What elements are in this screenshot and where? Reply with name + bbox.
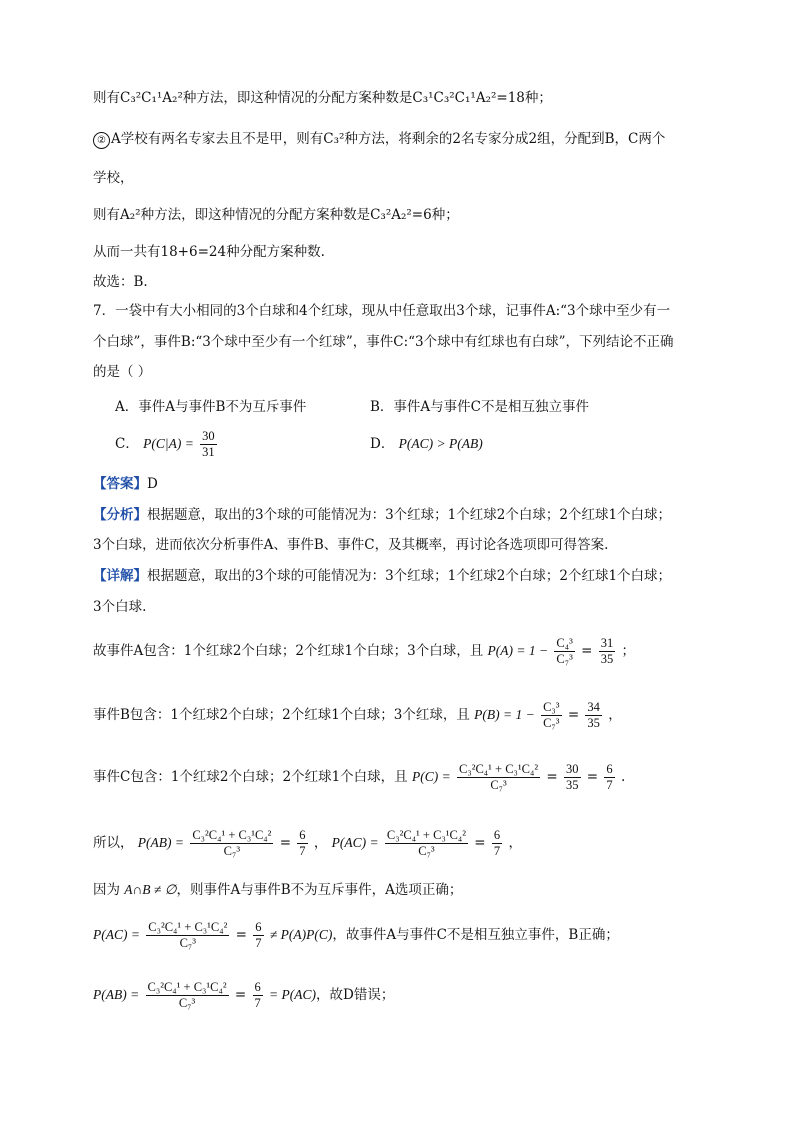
option-a: A．事件A与事件B不为互斥事件 [115, 399, 307, 415]
fraction-numerator: 30 [202, 429, 215, 443]
event-a-line [93, 634, 635, 668]
fraction [146, 920, 229, 951]
fraction-numerator: C₃³ [543, 700, 560, 714]
equals-sign: = [234, 987, 247, 1003]
text-span: 事件C包含：1个红球2个白球；2个红球1个白球，且 [93, 769, 408, 785]
event-c-line [93, 760, 625, 794]
answer-line [93, 474, 158, 494]
analysis-line [93, 505, 671, 525]
fraction-denominator: 35 [600, 652, 614, 666]
math-expr: P(AB) = [137, 835, 185, 850]
fraction [146, 980, 229, 1011]
text-span: 所以， [93, 835, 134, 851]
detail-line: 3个白球. [93, 599, 147, 615]
math-expr: P(AC) = [93, 927, 140, 942]
math-expr: P(C) = [411, 769, 451, 784]
fraction-numerator: C₃²C₄¹ + C₃¹C₄² [192, 828, 272, 842]
equals-sign: = [235, 927, 247, 943]
math-expr: = P(AC) [269, 987, 317, 1002]
punctuation: . [620, 769, 626, 785]
fraction [585, 700, 602, 731]
text-span: 事件B包含：1个红球2个白球；2个红球1个白球；3个红球，且 [93, 707, 470, 723]
option-d-expr: P(AC) > P(AB) [398, 436, 483, 451]
fraction-numerator: 6 [299, 828, 306, 842]
text-line: 则有C₃²C₁¹A₂²种方法，即这种情况的分配方案种数是C₃¹C₃²C₁¹A₂²=18种； [93, 90, 552, 106]
equals-sign: = [546, 769, 558, 785]
punctuation: ； [621, 643, 636, 659]
detail-tag: 【详解】 [93, 568, 147, 584]
fraction-denominator: 31 [202, 445, 215, 459]
fraction-numerator: C₃²C₄¹ + C₃¹C₄² [148, 920, 228, 934]
option-c-label: C． [115, 436, 139, 452]
text-span: ，则事件A与事件B不为互斥事件，A选项正确； [176, 882, 463, 898]
detail-line [93, 566, 671, 586]
fraction [599, 636, 616, 667]
fraction [253, 980, 263, 1011]
fraction-denominator: C₇³ [418, 844, 435, 858]
analysis-tag: 【分析】 [93, 507, 147, 523]
equals-sign: = [586, 769, 599, 785]
punctuation: ， [313, 835, 328, 851]
answer-tag: 【答案】 [93, 476, 147, 492]
fraction [457, 762, 540, 793]
option-c [115, 428, 219, 460]
equals-sign: = [279, 835, 291, 851]
option-d-label: D． [370, 436, 395, 452]
fraction-denominator: 7 [255, 936, 262, 950]
punctuation: ， [508, 835, 522, 851]
fraction-denominator: C₇³ [178, 996, 196, 1010]
fraction-denominator: 35 [587, 716, 600, 730]
fraction-numerator: C₃²C₄¹ + C₃¹C₄² [147, 980, 227, 994]
fraction-numerator: 30 [566, 762, 579, 776]
fraction [564, 762, 581, 793]
fraction [200, 429, 217, 460]
math-expr: ≠ P(A)P(C) [269, 927, 333, 942]
detail-text: 根据题意，取出的3个球的可能情况为：3个红球；1个红球2个白球；2个红球1个白球； [147, 568, 672, 584]
text-line: 故选：B. [93, 274, 148, 290]
fraction [554, 636, 574, 667]
fraction-numerator: 6 [493, 828, 501, 842]
fraction-denominator: C₇³ [556, 652, 573, 666]
answer-value: D [147, 476, 158, 492]
because-line [93, 880, 462, 900]
fraction-denominator: 7 [299, 844, 306, 858]
fraction [190, 828, 273, 859]
fraction-denominator: 7 [493, 844, 501, 858]
analysis-text: 根据题意，取出的3个球的可能情况为：3个红球；1个红球2个白球；2个红球1个白球； [147, 507, 672, 523]
fraction-denominator: 35 [566, 778, 579, 792]
equals-sign: = [567, 707, 580, 723]
fraction-numerator: 6 [606, 762, 613, 776]
fraction [541, 700, 561, 731]
fraction-denominator: 7 [606, 778, 613, 792]
event-b-line [93, 698, 622, 732]
math-expr: P(B) = 1 − [474, 707, 535, 722]
option-d [370, 434, 483, 454]
question-text: 7．一袋中有大小相同的3个白球和4个红球，现从中任意取出3个球，记事件A:“3个球中至少有一 [93, 303, 671, 319]
question-text: 个白球”，事件B:“3个球中至少有一个红球”，事件C:“3个球中有红球也有白球”，下列结论不正确 [93, 334, 674, 350]
circled-number: ② [93, 132, 110, 149]
fraction [492, 828, 502, 859]
fraction-numerator: 34 [587, 700, 600, 714]
fraction-denominator: C₇³ [223, 844, 241, 858]
text-line: 从而一共有18+6=24种分配方案种数. [93, 244, 325, 260]
fraction-numerator: 6 [254, 980, 261, 994]
text-line: 学校， [93, 170, 134, 186]
question-text: 的是（ ） [93, 364, 152, 380]
text-line [93, 129, 665, 149]
pac-line [93, 918, 619, 952]
fraction-denominator: C₇³ [490, 778, 507, 792]
pab-line [93, 978, 394, 1012]
fraction [604, 762, 614, 793]
text-span: A学校有两名专家去且不是甲，则有C₃²种方法，将剩余的2名专家分成2组，分配到B，C两个 [111, 131, 666, 147]
math-expr: A∩B ≠ ∅ [124, 882, 177, 897]
text-span: 因为 [93, 882, 120, 898]
equals-sign: = [581, 643, 593, 659]
fraction-denominator: 7 [254, 996, 261, 1010]
text-span: ，故D错误； [316, 987, 395, 1003]
fraction-numerator: 31 [600, 636, 614, 650]
fraction [385, 828, 468, 859]
option-b: B．事件A与事件C不是相互独立事件 [370, 399, 589, 415]
equals-sign: = [474, 835, 486, 851]
fraction-numerator: C₄³ [556, 636, 573, 650]
so-line [93, 826, 522, 860]
fraction [297, 828, 307, 859]
fraction-numerator: 6 [255, 920, 262, 934]
text-span: 故事件A包含：1个红球2个白球；2个红球1个白球；3个白球，且 [93, 643, 484, 659]
punctuation: ， [608, 707, 622, 723]
math-expr: P(AC) = [331, 835, 379, 850]
option-c-expr: P(C|A) = [143, 436, 194, 451]
fraction-numerator: C₃²C₄¹ + C₃¹C₄² [386, 828, 466, 842]
fraction-numerator: C₃²C₄¹ + C₃¹C₄² [459, 762, 539, 776]
fraction-denominator: C₇³ [179, 936, 197, 950]
text-line: 则有A₂²种方法，即这种情况的分配方案种数是C₃²A₂²=6种； [93, 207, 459, 223]
text-span: ，故事件A与事件C不是相互独立事件，B正确； [332, 927, 619, 943]
math-expr: P(AB) = [93, 987, 140, 1002]
analysis-line: 3个白球，进而依次分析事件A、事件B、事件C，及其概率，再讨论各选项即可得答案. [93, 537, 609, 553]
math-expr: P(A) = 1 − [487, 643, 549, 658]
fraction-denominator: C₇³ [543, 716, 560, 730]
fraction [253, 920, 263, 951]
